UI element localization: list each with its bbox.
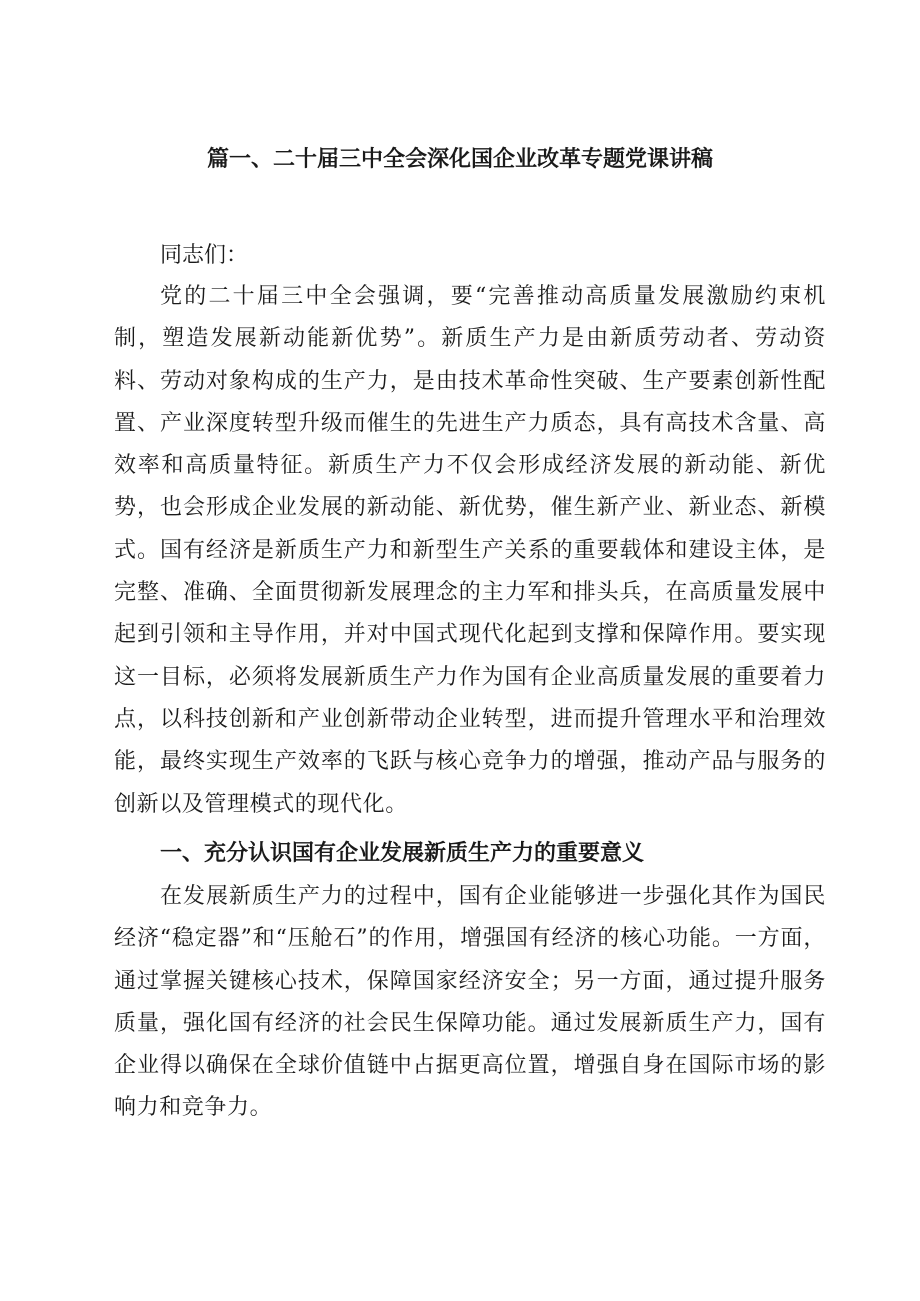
body-paragraph-2: 在发展新质生产力的过程中，国有企业能够进一步强化其作为国民经济“稳定器”和“压舱石”的作用，增强国有经济的核心功能。一方面，通过掌握关键核心技术，保障国家经济安全；另一方面，通过提升服务质量，强化国有经济的社会民生保障功能。通过发展新质生产力，国有企业得以确保在全球价值链中占据更高位置，增强自身在国际市场的影响力和竞争力。 <box>114 884 826 1121</box>
section-heading-1: 一、充分认识国有企业发展新质生产力的重要意义 <box>160 841 645 866</box>
document-title: 篇一、二十届三中全会深化国企业改革专题党课讲稿 <box>206 147 713 172</box>
salutation: 同志们： <box>160 243 249 268</box>
body-paragraph-1: 党的二十届三中全会强调，要“完善推动高质量发展激励约束机制，塑造发展新动能新优势”。新质生产力是由新质劳动者、劳动资料、劳动对象构成的生产力，是由技术革命性突破、生产要素创新性配置、产业深度转型升级而催生的先进生产力质态，具有高技术含量、高效率和高质量特征。新质生产力不仅会形成经济发展的新动能、新优势，也会形成企业发展的新动能、新优势，催生新产业、新业态、新模式。国有经济是新质生产力和新型生产关系的重要载体和建设主体，是完整、准确、全面贯彻新发展理念的主力军和排头兵，在高质量发展中起到引领和主导作用，并对中国式现代化起到支撑和保障作用。要实现这一目标，必须将发展新质生产力作为国有企业高质量发展的重要着力点，以科技创新和产业创新带动企业转型，进而提升管理水平和治理效能，最终实现生产效率的飞跃与核心竞争力的增强，推动产品与服务的创新以及管理模式的现代化。 <box>114 284 826 817</box>
